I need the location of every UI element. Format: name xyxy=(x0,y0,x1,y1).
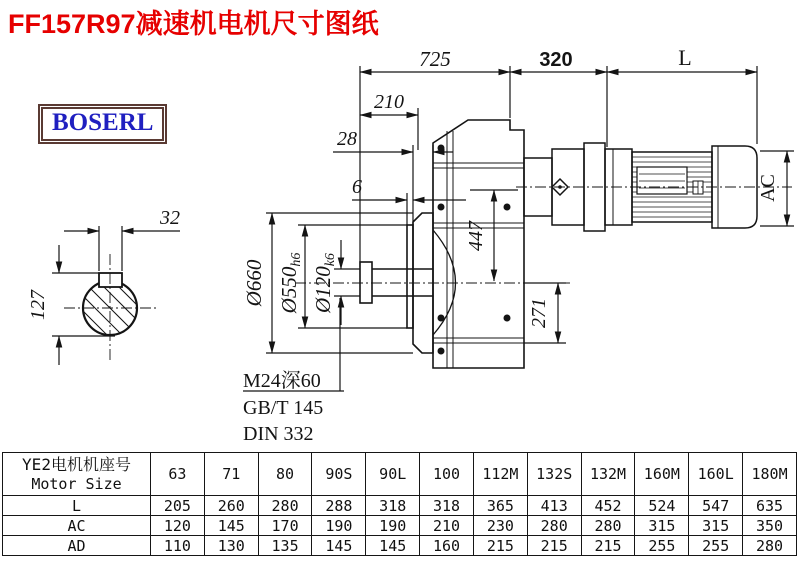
cell: 315 xyxy=(635,516,689,536)
cell: 190 xyxy=(312,516,366,536)
gearbox-housing xyxy=(360,120,524,368)
cell: 288 xyxy=(312,496,366,516)
col-header: 71 xyxy=(204,453,258,496)
cell: 365 xyxy=(473,496,527,516)
cell: 452 xyxy=(581,496,635,516)
table-row-AD xyxy=(3,536,797,556)
cell: 110 xyxy=(151,536,205,556)
motor-size-header-en: Motor Size xyxy=(31,475,122,493)
row-label: AC xyxy=(3,516,151,536)
cell: 413 xyxy=(527,496,581,516)
diameter-dimensions xyxy=(242,213,413,353)
cell: 210 xyxy=(420,516,474,536)
cell: 215 xyxy=(581,536,635,556)
col-header: 132M xyxy=(581,453,635,496)
shaft-section-detail xyxy=(27,207,180,418)
col-header: 63 xyxy=(151,453,205,496)
cell: 524 xyxy=(635,496,689,516)
dim-AC-label: AC xyxy=(757,174,779,202)
cell: 280 xyxy=(258,496,312,516)
cell: 318 xyxy=(366,496,420,516)
ac-dimension xyxy=(757,151,794,226)
dim-271-label: 271 xyxy=(528,298,550,328)
cell: 280 xyxy=(581,516,635,536)
col-header: 160M xyxy=(635,453,689,496)
cell: 280 xyxy=(743,536,797,556)
dim-6-label: 6 xyxy=(352,176,362,198)
col-header: 100 xyxy=(420,453,474,496)
table-row-L xyxy=(3,496,797,516)
dim-660-label: Ø660 xyxy=(242,259,266,307)
boserl-logo-text: BOSERL xyxy=(52,109,154,136)
boserl-logo xyxy=(38,104,167,144)
thread-notes xyxy=(243,298,344,445)
dim-320-label: 320 xyxy=(539,49,573,71)
cell: 130 xyxy=(204,536,258,556)
note-gbt-label: GB/T 145 xyxy=(243,397,324,419)
height-dimensions xyxy=(465,190,566,343)
cell: 280 xyxy=(527,516,581,536)
page-title: FF157R97减速机电机尺寸图纸 xyxy=(8,9,379,39)
col-header: 90L xyxy=(366,453,420,496)
dim-120k6-label: Ø120k6 xyxy=(311,253,338,313)
dim-210-label: 210 xyxy=(374,91,404,113)
cell: 547 xyxy=(689,496,743,516)
dim-32-label: 32 xyxy=(160,207,180,229)
row-label: L xyxy=(3,496,151,516)
cell: 350 xyxy=(743,516,797,536)
cell: 145 xyxy=(312,536,366,556)
dim-447-label: 447 xyxy=(465,221,487,251)
dim-725-label: 725 xyxy=(419,47,451,71)
table-header-row xyxy=(3,453,797,496)
col-header: 80 xyxy=(258,453,312,496)
cell: 215 xyxy=(473,536,527,556)
cell: 318 xyxy=(420,496,474,516)
cell: 145 xyxy=(366,536,420,556)
dim-127-label: 127 xyxy=(27,290,49,320)
row-label: AD xyxy=(3,536,151,556)
col-header: 160L xyxy=(689,453,743,496)
cell: 205 xyxy=(151,496,205,516)
dim-28-label: 28 xyxy=(337,128,357,150)
cell: 315 xyxy=(689,516,743,536)
dim-L-label: L xyxy=(678,45,692,70)
cell: 215 xyxy=(527,536,581,556)
note-m24-label: M24深60 xyxy=(243,370,321,392)
cell: 190 xyxy=(366,516,420,536)
cell: 255 xyxy=(635,536,689,556)
top-dimension-chain xyxy=(333,45,757,267)
col-header: 180M xyxy=(743,453,797,496)
cell: 255 xyxy=(689,536,743,556)
cell: 260 xyxy=(204,496,258,516)
motor-size-header-zh: YE2电机机座号 xyxy=(22,455,131,474)
col-header: 132S xyxy=(527,453,581,496)
col-header: 90S xyxy=(312,453,366,496)
table-row-AC xyxy=(3,516,797,536)
dimension-table xyxy=(2,452,797,556)
cell: 635 xyxy=(743,496,797,516)
cell: 230 xyxy=(473,516,527,536)
note-din-label: DIN 332 xyxy=(243,423,314,445)
cell: 120 xyxy=(151,516,205,536)
cell: 135 xyxy=(258,536,312,556)
cell: 160 xyxy=(420,536,474,556)
dim-550h6-label: Ø550h6 xyxy=(277,252,304,314)
col-header: 112M xyxy=(473,453,527,496)
cell: 170 xyxy=(258,516,312,536)
cell: 145 xyxy=(204,516,258,536)
motor-size-header xyxy=(3,453,151,496)
